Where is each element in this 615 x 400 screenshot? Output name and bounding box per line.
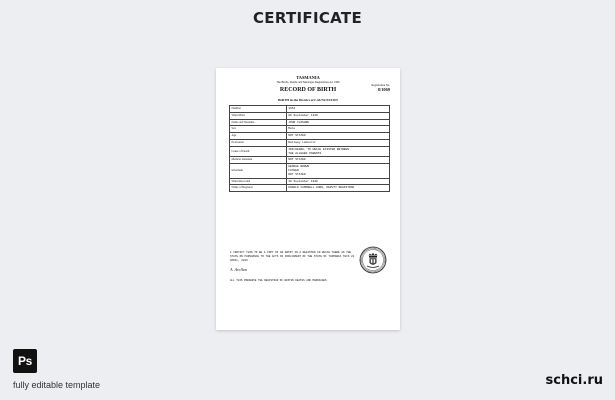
field-label: When Recorded	[230, 178, 287, 185]
field-label: Profession	[230, 139, 287, 146]
table-row	[230, 146, 390, 157]
field-label: Number	[230, 106, 287, 113]
field-value: 4854	[286, 106, 389, 113]
brand-watermark: schci.ru	[545, 373, 603, 388]
registration-number: 8/1069	[377, 87, 390, 92]
table-row	[230, 157, 390, 164]
field-label: When Died	[230, 112, 287, 119]
field-value: GEORGE BROWN FATHER NOT STATED	[286, 164, 389, 178]
field-label: Sex	[230, 126, 287, 133]
field-label: Name and Surname	[230, 119, 287, 126]
field-value: INFLUENZA, TO WHICH EXISTED BETWEEN THE ALLEGED PARENTS	[286, 146, 389, 157]
registration-block	[372, 84, 391, 92]
field-label: Medical attendant	[230, 157, 287, 164]
table-row	[230, 133, 390, 140]
field-label: Name of Registrar	[230, 185, 287, 192]
field-label: Cause of Death	[230, 146, 287, 157]
registrar-signature: A. Arellan	[230, 267, 247, 272]
field-value: DONALD CAMPBELL GUNN, DEPUTY REGISTRAR	[286, 185, 389, 192]
photoshop-icon: Ps	[13, 349, 37, 373]
template-caption: fully editable template	[13, 380, 101, 390]
certificate-document	[216, 68, 400, 330]
table-row	[230, 139, 390, 146]
certification-text: I CERTIFY THIS TO BE A COPY OF AN ENTRY IN A REGISTER IN WHICH THERE IS THE STATE ON PURSUANCE TO THE ACTS OF PARLIAMENT OF THE STATE OF TASMANIA THIS 22 APRIL, 2019	[230, 251, 355, 263]
page-headline: CERTIFICATE	[252, 9, 362, 27]
field-value: NOT STATED	[286, 133, 389, 140]
document-district: BIRTH in the District of LAUNCESTON	[278, 98, 338, 102]
record-fields-table	[229, 105, 390, 192]
field-value: NOT STATED	[286, 157, 389, 164]
table-row	[230, 119, 390, 126]
table-row	[230, 126, 390, 133]
field-label: Age	[230, 133, 287, 140]
table-row	[230, 106, 390, 113]
document-record-title: RECORD OF BIRTH	[279, 87, 337, 93]
field-value: JOHN CLOSURE	[286, 119, 389, 126]
document-state: TASMANIA	[296, 75, 320, 80]
field-value: 06 September 1949	[286, 112, 389, 119]
table-row	[230, 185, 390, 192]
document-act: The Births, Deaths and Marriages Registration Act 1999	[276, 81, 340, 84]
table-row	[230, 164, 390, 178]
field-label: Informant	[230, 164, 287, 178]
field-value: Male	[286, 126, 389, 133]
field-value: 30 September 1949	[286, 178, 389, 185]
table-row	[230, 178, 390, 185]
registration-label: Registration No.	[371, 84, 390, 87]
coat-of-arms-seal-icon	[359, 246, 387, 274]
document-footnote: ALL THIS PRESERVE THE REGISTRAR OF BIRTHS DEATHS AND MARRIAGES	[230, 279, 327, 282]
field-value: Railway Labourer	[286, 139, 389, 146]
table-row	[230, 112, 390, 119]
